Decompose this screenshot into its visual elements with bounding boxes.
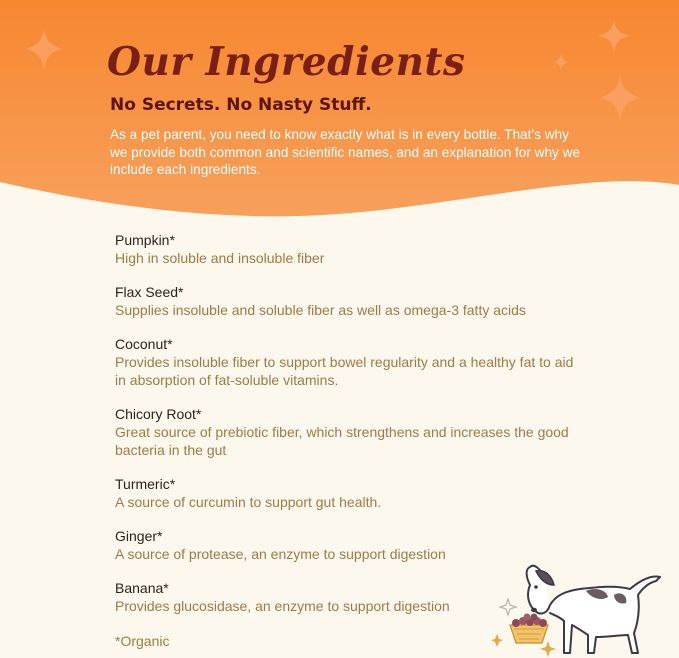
- ingredient-item-pumpkin: [115, 231, 585, 267]
- ingredient-item-turmeric: [115, 475, 585, 511]
- ingredient-item-flax-seed: [115, 283, 585, 319]
- sparkle-icon: [24, 27, 64, 73]
- sparkle-icon: [491, 634, 503, 647]
- ingredient-name: Chicory Root*: [115, 406, 202, 422]
- page-title: Our Ingredients: [107, 39, 466, 85]
- ingredient-description: A source of curcumin to support gut health.: [115, 494, 382, 510]
- ingredient-name: Banana*: [115, 580, 169, 596]
- ingredient-description: Supplies insoluble and soluble fiber as well as omega-3 fatty acids: [115, 302, 526, 318]
- ingredient-description: Great source of prebiotic fiber, which strengthens and increases the good bacteria in the gut: [115, 424, 569, 458]
- sparkle-icon: [500, 599, 516, 615]
- ingredient-description: High in soluble and insoluble fiber: [115, 250, 325, 266]
- ingredient-name: Turmeric*: [115, 476, 176, 492]
- ingredient-description: Provides glucosidase, an enzyme to support digestion: [115, 598, 450, 614]
- ingredient-name: Pumpkin*: [115, 232, 175, 248]
- intro-text: As a pet parent, you need to know exactly what is in every bottle. That’s why we provide both common and scientific names, and an explanation for why we include each ingredients.: [110, 127, 580, 177]
- sparkle-icon: [596, 18, 632, 54]
- page-subtitle: No Secrets. No Nasty Stuff.: [110, 95, 372, 115]
- sparkle-icon: [598, 73, 642, 123]
- ingredient-item-chicory-root: [115, 405, 585, 459]
- ingredient-description: A source of protease, an enzyme to support digestion: [115, 546, 446, 562]
- ingredient-name: Coconut*: [115, 336, 173, 352]
- ingredient-description: Provides insoluble fiber to support bowel regularity and a healthy fat to aid in absorption of fat-soluble vitamins.: [115, 354, 574, 388]
- dog-with-food-bowl-illustration: [490, 555, 675, 658]
- sparkle-icon: [552, 53, 570, 71]
- organic-footnote: *Organic: [115, 633, 170, 649]
- ingredient-name: Flax Seed*: [115, 284, 184, 300]
- ingredient-name: Ginger*: [115, 528, 163, 544]
- ingredient-item-coconut: [115, 335, 585, 389]
